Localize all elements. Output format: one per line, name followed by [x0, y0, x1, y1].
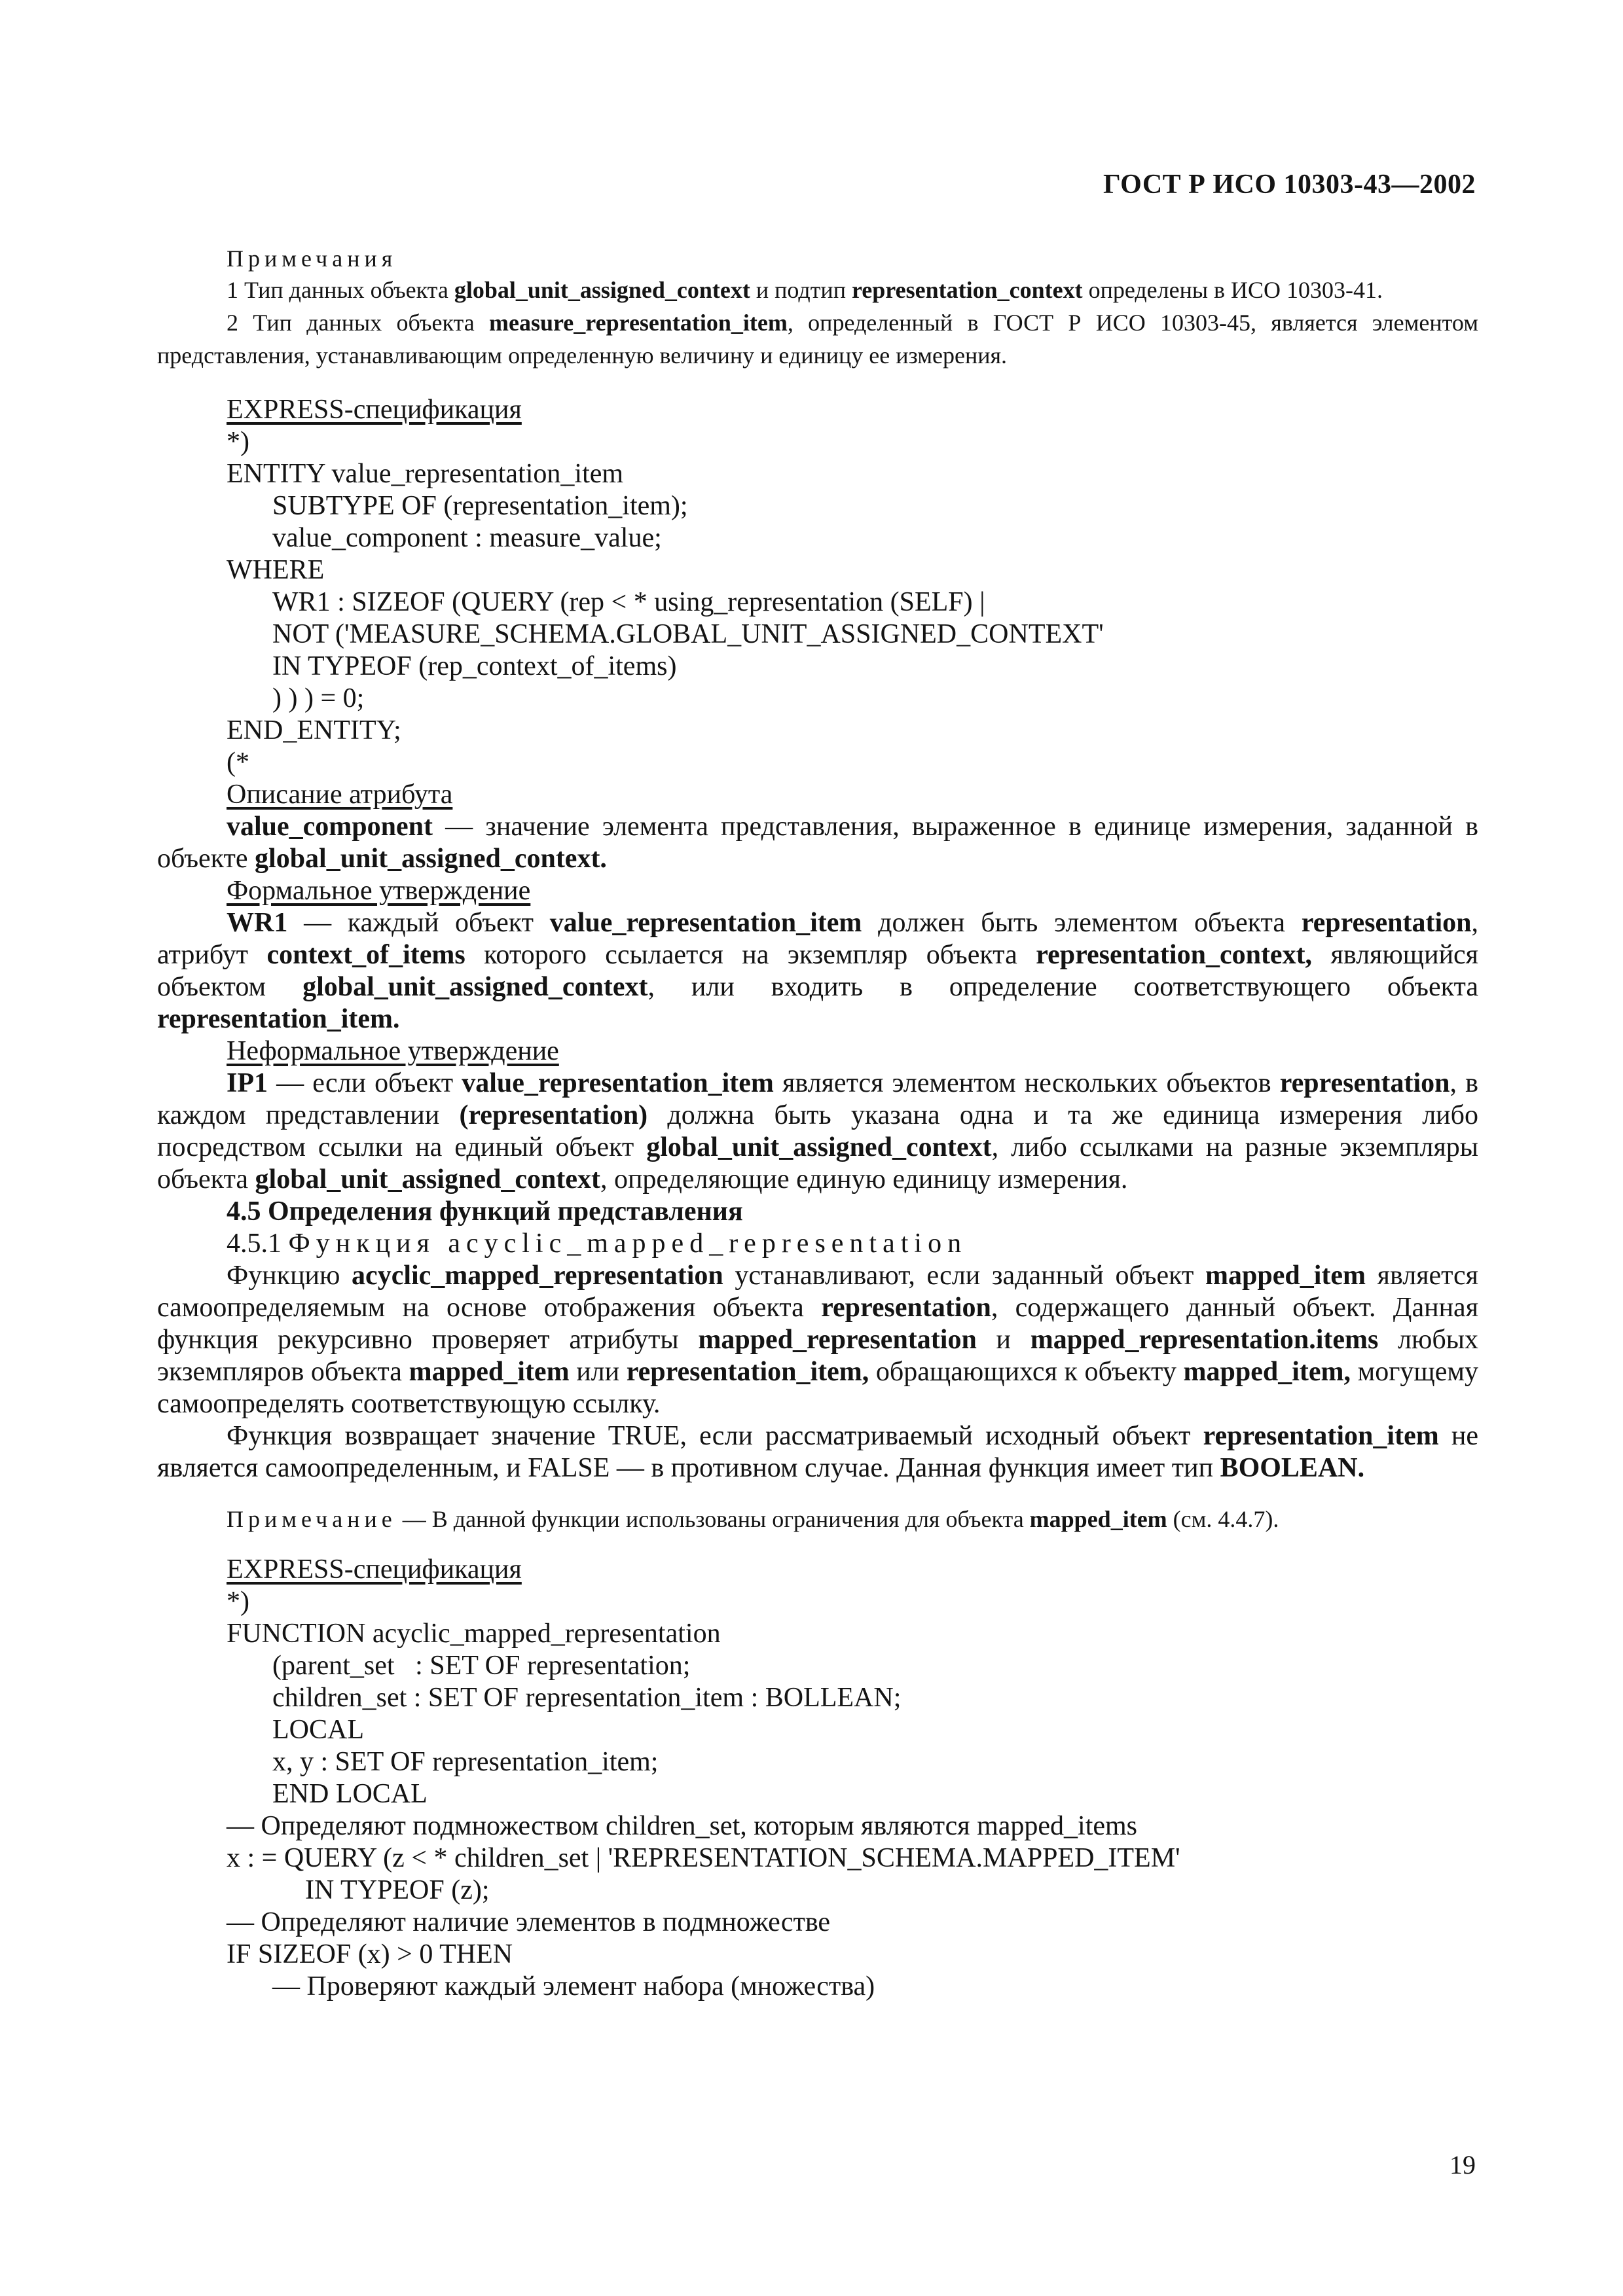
formal-proposition: WR1 — каждый объект value_representation_item должен быть элементом объекта representation, атрибут context_of_items которого ссылается на экземпляр объекта representation_context, являющийся объектом global_unit_assigned_context, или входить в определение соответствующего объекта representation_item. [157, 908, 1479, 1034]
code-line: WR1 : SIZEOF (QUERY (rep < * using_representation (SELF) | [272, 587, 985, 617]
function-note: Примечание — В данной функции использованы ограничения для объекта mapped_item (см. 4.4.7). [227, 1506, 1279, 1532]
code-line: IN TYPEOF (rep_context_of_items) [272, 651, 677, 681]
express-spec-label: EXPRESS-спецификация [227, 395, 522, 425]
code-line: LOCAL [272, 1715, 364, 1745]
informal-proposition: IP1 — если объект value_representation_item является элементом нескольких объектов representation, в каждом представлении (representation) должна быть указана одна и та же единица измерения либо посредством ссылки на единый объект global_unit_assigned_context, либо ссылками на разные экземпляры объекта global_unit_assigned_context, определяющие единую единицу измерения. [157, 1068, 1479, 1194]
page-header-title: ГОСТ Р ИСО 10303-43—2002 [1103, 170, 1476, 200]
code-line: *) [227, 1587, 249, 1617]
code-line: IF SIZEOF (x) > 0 THEN [227, 1939, 513, 1969]
function-description-paragraph: Функцию acyclic_mapped_representation устанавливают, если заданный объект mapped_item является самоопределяемым на основе отображения объекта representation, содержащего данный объект. Данная функция рекурсивно проверяет атрибуты mapped_representation и mapped_representation.items любых экземпляров объекта mapped_item или representation_item, обращающихся к объекту mapped_item, могущему самоопределять соответствующую ссылку. [157, 1261, 1479, 1419]
code-line: (parent_set : SET OF representation; [272, 1651, 691, 1681]
code-line: x : = QUERY (z < * children_set | 'REPRESENTATION_SCHEMA.MAPPED_ITEM' [227, 1843, 1180, 1873]
code-line: FUNCTION acyclic_mapped_representation [227, 1619, 721, 1649]
code-line: WHERE [227, 555, 325, 585]
code-line: END_ENTITY; [227, 715, 401, 745]
page-content [157, 243, 1478, 2003]
function-return-paragraph: Функция возвращает значение TRUE, если рассматриваемый исходный объект representation_item не является самоопределенным, и FALSE — в противном случае. Данная функция имеет тип BOOLEAN. [157, 1421, 1478, 1483]
code-line: x, y : SET OF representation_item; [272, 1747, 659, 1777]
section-heading: 4.5 Определения функций представления [227, 1196, 743, 1227]
code-line: (* [227, 747, 249, 778]
code-line: END LOCAL [272, 1779, 428, 1809]
code-line: — Определяют наличие элементов в подмножестве [227, 1907, 831, 1937]
attribute-description: value_component — значение элемента представления, выраженное в единице измерения, заданной в объекте global_unit_assigned_context. [157, 812, 1478, 874]
express-spec-label-2: EXPRESS-спецификация [227, 1554, 522, 1585]
informal-proposition-label: Неформальное утверждение [227, 1036, 559, 1066]
notes-heading: Примечания [227, 245, 397, 272]
code-line: NOT ('MEASURE_SCHEMA.GLOBAL_UNIT_ASSIGNED_CONTEXT' [272, 619, 1104, 649]
page-number: 19 [1450, 2150, 1476, 2179]
code-line: — Проверяют каждый элемент набора (множества) [272, 1971, 875, 2001]
note-item-1: 1 Тип данных объекта global_unit_assigned_context и подтип representation_context определены в ИСО 10303-41. [227, 277, 1383, 303]
subsection-heading: 4.5.1 Функция acyclic_mapped_representation [227, 1229, 968, 1259]
code-line: ) ) ) = 0; [272, 683, 365, 713]
code-line: IN TYPEOF (z); [305, 1875, 490, 1905]
code-line: *) [227, 427, 249, 457]
attribute-description-label: Описание атрибута [227, 780, 453, 810]
code-line: ENTITY value_representation_item [227, 459, 624, 489]
note-item-2: 2 Тип данных объекта measure_representation_item, определенный в ГОСТ Р ИСО 10303-45, является элементом представления, устанавливающим определенную величину и единицу ее измерения. [157, 310, 1478, 368]
code-line: — Определяют подмножеством children_set, которым являются mapped_items [227, 1811, 1138, 1841]
code-line: SUBTYPE OF (representation_item); [272, 491, 688, 521]
formal-proposition-label: Формальное утверждение [227, 876, 531, 906]
code-line: value_component : measure_value; [272, 523, 662, 553]
code-line: children_set : SET OF representation_item : BOLLEAN; [272, 1683, 902, 1713]
